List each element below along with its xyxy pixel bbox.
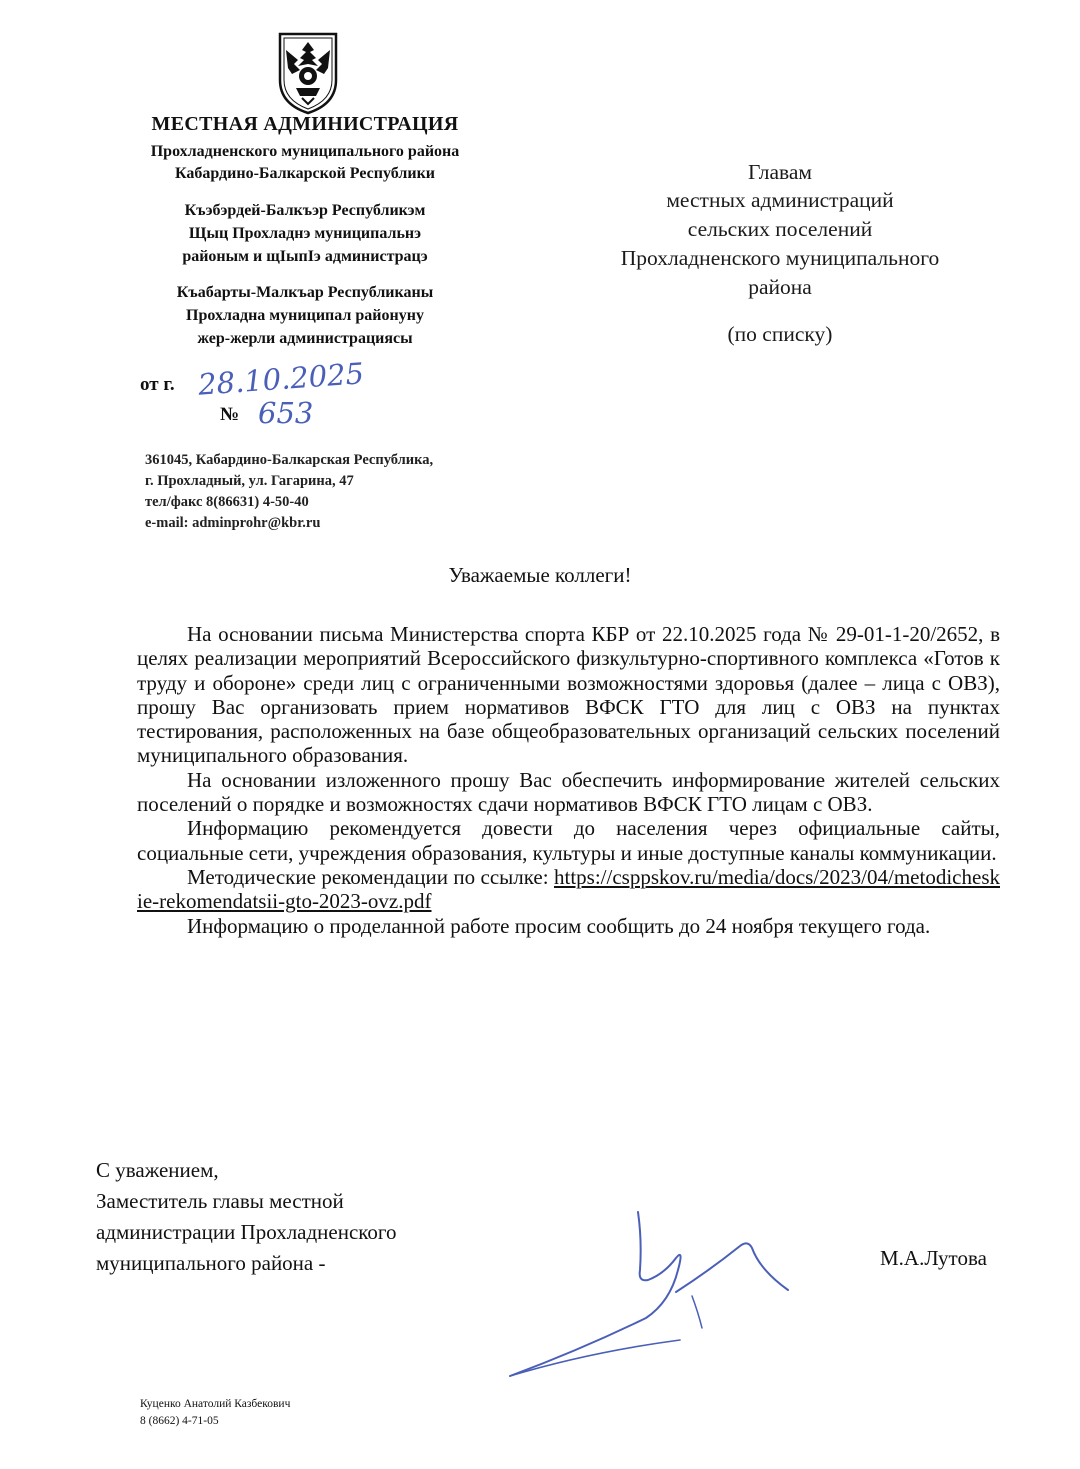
addressee-line: Прохладненского муниципального [620,246,940,270]
address-line: тел/факс 8(86631) 4-50-40 [145,494,309,510]
addressee-line: местных администраций [666,188,894,212]
signature-line: Заместитель главы местной [96,1189,344,1213]
handwritten-signature [470,1200,830,1380]
org-line-ru-1: Прохладненского муниципального района [150,143,460,160]
addressee-note: (по списку) [727,322,833,346]
letter-paragraph: На основании письма Министерства спорта КБР от 22.10.2025 года № 29-01-1-20/2652, в целях реализации мероприятий Всероссийского физкультурно-спортивного комплекса «Готов к труду и обороне» среди лиц с ограниченными возможностями здоровья (далее – лица с ОВЗ), прошу Вас организовать прием нормативов ВФСК ГТО для лиц с ОВЗ на пунктах тестирования, расположенных на базе общеобразовательных организаций сельских поселений муниципального образования. [137,622,1000,768]
signature-line: администрации Прохладненского [96,1220,397,1244]
signature-line: С уважением, [96,1158,219,1182]
letter-paragraph: Информацию о проделанной работе просим сообщить до 24 ноября текущего года. [187,913,931,938]
executor-phone: 8 (8662) 4-71-05 [140,1415,219,1427]
org-line-km-1: Къабарты-Малкъар Республиканы [176,284,434,301]
methodical-link[interactable]: https://csppskov.ru/media/docs/2023/04/metodicheskie-rekomendatsii-gto-2023-ovz.pdf [137,864,1000,914]
addressee-line: Главам [747,160,813,184]
org-title: МЕСТНАЯ АДМИНИСТРАЦИЯ [151,113,459,135]
org-line-ru-2: Кабардино-Балкарской Республики [174,165,436,182]
letter-paragraph [137,865,1000,914]
signature-block [96,1155,397,1279]
org-address [145,450,433,534]
org-line-kb-2: Щыц Прохладнэ муниципальнэ [188,225,422,242]
signatory-name: М.А.Лутова [880,1246,987,1270]
org-line-km-3: жер-жерли администрациясы [197,330,413,347]
letter-paragraph: На основании изложенного прошу Вас обеспечить информирование жителей сельских поселений о порядке и возможностях сдачи нормативов ВФСК ГТО лицам с ОВЗ. [137,767,1000,817]
signature-line: муниципального района - [96,1251,326,1275]
executor-name: Куценко Анатолий Казбекович [140,1398,291,1410]
date-prefix: от г. [140,374,175,395]
addressee-line: сельских поселений [687,217,873,241]
address-line: г. Прохладный, ул. Гагарина, 47 [145,473,354,489]
org-line-kb-1: Къэбэрдей-Балкъэр Республикэм [184,202,426,219]
date-value: 28.10.2025 [197,356,366,402]
methodical-label: Методические рекомендации по ссылке: [187,864,549,889]
address-line: 361045, Кабардино-Балкарская Республика, [145,452,434,468]
letter-body [137,622,1000,938]
executor-info [140,1396,290,1430]
org-line-kb-3: районым и щIыпIэ администрацэ [182,248,428,265]
org-line-km-2: Прохладна муниципал районуну [186,307,424,324]
address-email: e-mail: adminprohr@kbr.ru [145,515,321,531]
letter-paragraph: Информацию рекомендуется довести до населения через официальные сайты, социальные сети, учреждения образования, культуры и иные доступные каналы коммуникации. [137,816,1000,865]
number-prefix: № [220,404,240,425]
coat-of-arms-icon [272,30,344,116]
letter-greeting: Уважаемые коллеги! [448,563,632,587]
number-value: 653 [258,396,314,430]
addressee-line: района [748,275,812,299]
